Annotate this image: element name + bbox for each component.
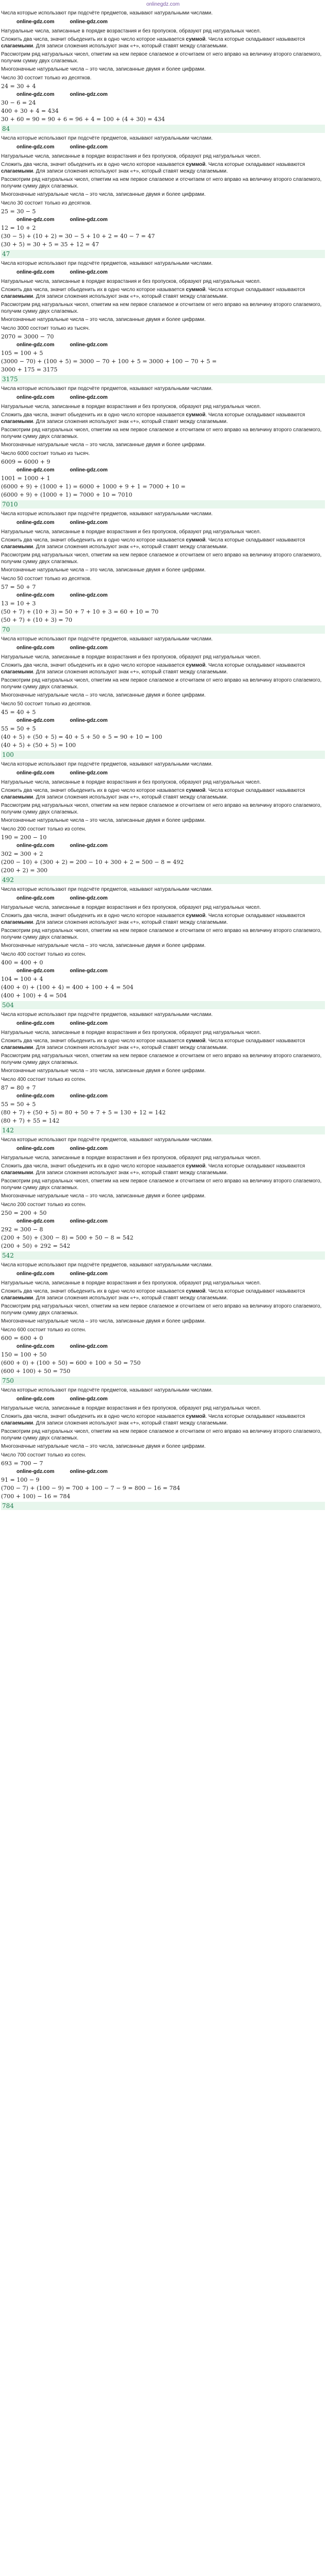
watermark: online-gdz.com xyxy=(17,1469,55,1475)
watermark: online-gdz.com xyxy=(17,342,55,348)
rule-ordered: Натуральные числа, записанные в порядке возрастания и без пропусков, образуют ряд натуральных чисел. xyxy=(1,1030,261,1036)
rule-multi: Многозначные натуральные числа – это числа, записанные двумя и более цифрами. xyxy=(1,567,206,573)
watermark: online-gdz.com xyxy=(70,770,108,776)
watermark-row xyxy=(1,519,325,527)
rule-sum xyxy=(1,537,325,550)
solution-line: 30 − 6 = 24 xyxy=(1,99,36,106)
watermark: online-gdz.com xyxy=(17,269,55,275)
watermark-row xyxy=(1,216,325,224)
rule-natural: Числа которые использают при подсчёте предметов, называют натуральными числами. xyxy=(1,761,213,767)
watermark: online-gdz.com xyxy=(17,1271,55,1277)
rule-sum-part: Сложить два числа, значит обьеденить их в одно число которое называется xyxy=(1,37,186,42)
rule-multi: Многозначные натуральные числа – это числа, записанные двумя и более цифрами. xyxy=(1,1444,206,1449)
rule-natural: Числа которые использают при подсчёте предметов, называют натуральными числами. xyxy=(1,10,213,16)
rule-natural: Числа которые использают при подсчёте предметов, называют натуральными числами. xyxy=(1,135,213,141)
solution-line: 302 = 300 + 2 xyxy=(1,851,43,857)
solution-line: (80 + 7) + (50 + 5) = 80 + 50 + 7 + 5 = 130 + 12 = 142 xyxy=(1,1109,166,1116)
solution-line: (40 + 5) + (50 + 5) = 100 xyxy=(1,742,76,749)
rule-sum-part: суммой xyxy=(186,1289,206,1294)
task-block xyxy=(1,260,325,383)
watermark: online-gdz.com xyxy=(17,395,55,400)
rule-sum-part: Сложить два числа, значит обьеденить их в одно число которое называется xyxy=(1,162,186,167)
watermark: online-gdz.com xyxy=(70,269,108,275)
watermark: online-gdz.com xyxy=(70,217,108,223)
rule-sum-part: суммой xyxy=(186,663,206,668)
solution-line: 91 = 100 − 9 xyxy=(1,1477,40,1483)
solution-line: 30 + 60 = 90 = 90 + 6 = 96 + 4 = 100 + (4 + 30) = 434 xyxy=(1,116,165,123)
watermark: online-gdz.com xyxy=(70,19,108,25)
rule-sum-part: . Числа которые складывают называются xyxy=(205,37,305,42)
watermark: online-gdz.com xyxy=(70,1396,108,1402)
watermark-row xyxy=(1,143,325,151)
watermark-row xyxy=(1,1468,325,1476)
watermark: online-gdz.com xyxy=(17,19,55,25)
rule-sum-part: . Числа которые складывают называются xyxy=(205,663,305,668)
watermark-row xyxy=(1,1092,325,1100)
solution-line: Число 400 состоит только из сотен. xyxy=(1,1077,87,1082)
answer-value: 7010 xyxy=(1,500,325,509)
watermark-row xyxy=(1,1217,325,1226)
rule-multi: Многозначные натуральные числа – это числа, записанные двумя и более цифрами. xyxy=(1,1193,206,1199)
task-block xyxy=(1,511,325,634)
rule-sum-part: слагаемыми xyxy=(1,544,34,550)
solution-line: (200 + 2) = 300 xyxy=(1,867,47,874)
solution-line: 693 = 700 − 7 xyxy=(1,1460,43,1467)
rule-sum-part: слагаемыми xyxy=(1,1295,34,1301)
rule-sum xyxy=(1,1413,325,1427)
solution-line: (200 + 50) + 292 = 542 xyxy=(1,1243,71,1249)
solution-line: (30 − 5) + (10 + 2) = 30 − 5 + 10 + 2 = 40 − 7 = 47 xyxy=(1,233,155,240)
rule-ordered: Натуральные числа, записанные в порядке возрастания и без пропусков, образуют ряд натуральных чисел. xyxy=(1,529,261,535)
rule-ordered: Натуральные числа, записанные в порядке возрастания и без пропусков, образуют ряд натуральных чисел. xyxy=(1,1280,261,1286)
rule-natural: Числа которые использают при подсчёте предметов, называют натуральными числами. xyxy=(1,887,213,892)
watermark-row xyxy=(1,91,325,99)
rule-series: Рассмотрим ряд натуральных чисел, отметим на нем первое слагаемое и отсчитаем от него вправо на величину второго слагаемого, получим сумму двух слагаемых. xyxy=(1,427,322,439)
answer-value: 3175 xyxy=(1,375,325,383)
rule-sum-part: . Для записи сложения используют знак «+», который ставят между слагаемыми. xyxy=(33,419,228,425)
rule-ordered: Натуральные числа, записанные в порядке возрастания и без пропусков, образуют ряд натуральных чисел. xyxy=(1,1155,261,1161)
answer-value: 47 xyxy=(1,250,325,258)
solution-line: 150 = 100 + 50 xyxy=(1,1351,47,1358)
watermark: online-gdz.com xyxy=(70,467,108,473)
solution-line: (400 + 0) + (100 + 4) = 400 + 100 + 4 = 504 xyxy=(1,984,134,991)
rule-sum-part: . Числа которые складывают называются xyxy=(205,1038,305,1044)
solution-line: Число 50 состоит только из десятков. xyxy=(1,701,92,707)
rule-sum-part: суммой xyxy=(186,162,206,167)
task-block xyxy=(1,1262,325,1385)
rule-sum-part: . Числа которые складывают называются xyxy=(205,1289,305,1294)
rule-natural: Числа которые использают при подсчёте предметов, называют натуральными числами. xyxy=(1,1262,213,1268)
rule-sum-part: суммой xyxy=(186,913,206,919)
solution-line: 400 = 400 + 0 xyxy=(1,959,43,966)
solution-line: 6009 = 6000 + 9 xyxy=(1,459,51,465)
rule-sum xyxy=(1,912,325,926)
solution-line: 600 = 600 + 0 xyxy=(1,1335,43,1342)
rule-sum-part: . Числа которые складывают называются xyxy=(205,913,305,919)
watermark: online-gdz.com xyxy=(17,843,55,849)
watermark: online-gdz.com xyxy=(17,144,55,150)
rule-series: Рассмотрим ряд натуральных чисел, отметим на нем первое слагаемое и отсчитаем от него вправо на величину второго слагаемого, получим сумму двух слагаемых. xyxy=(1,677,322,690)
rule-series: Рассмотрим ряд натуральных чисел, отметим на нем первое слагаемое и отсчитаем от него вправо на величину второго слагаемого, получим сумму двух слагаемых. xyxy=(1,1303,322,1316)
rule-sum-part: . Числа которые складывают называются xyxy=(205,537,305,543)
solution-line: (6000 + 9) + (1000 + 1) = 7000 + 10 = 7010 xyxy=(1,492,133,498)
rule-sum-part: слагаемыми xyxy=(1,168,34,174)
watermark: online-gdz.com xyxy=(70,1469,108,1475)
rule-ordered: Натуральные числа, записанные в порядке возрастания и без пропусков, образуют ряд натуральных чисел. xyxy=(1,654,261,660)
watermark-row xyxy=(1,717,325,725)
solution-line: Число 200 состоит только из сотен. xyxy=(1,1202,87,1208)
watermark: online-gdz.com xyxy=(17,1146,55,1151)
rule-series: Рассмотрим ряд натуральных чисел, отметим на нем первое слагаемое и отсчитаем от него вправо на величину второго слагаемого, получим сумму двух слагаемых. xyxy=(1,552,322,565)
watermark: online-gdz.com xyxy=(70,1093,108,1099)
rule-sum-part: . Числа которые складывают называются xyxy=(205,788,305,793)
solution-line: (700 − 7) + (100 − 9) = 700 + 100 − 7 − 9 = 800 − 16 = 784 xyxy=(1,1485,181,1492)
rule-sum-part: . Для записи сложения используют знак «+», который ставят между слагаемыми. xyxy=(33,294,228,299)
watermark: online-gdz.com xyxy=(17,592,55,598)
rule-sum xyxy=(1,286,325,300)
watermark: online-gdz.com xyxy=(17,1021,55,1026)
watermark: online-gdz.com xyxy=(70,1344,108,1349)
watermark: online-gdz.com xyxy=(70,843,108,849)
rule-sum-part: . Для записи сложения используют знак «+», который ставят между слагаемыми. xyxy=(33,1295,228,1301)
answer-value: 142 xyxy=(1,1126,325,1134)
rule-sum-part: слагаемыми xyxy=(1,1045,34,1050)
watermark: online-gdz.com xyxy=(17,92,55,97)
rule-ordered: Натуральные числа, записанные в порядке возрастания и без пропусков, образуют ряд натуральных чисел. xyxy=(1,279,261,284)
watermark-row xyxy=(1,341,325,349)
rule-series: Рассмотрим ряд натуральных чисел, отметим на нем первое слагаемое и отсчитаем от него вправо на величину второго слагаемого, получим сумму двух слагаемых. xyxy=(1,1429,322,1441)
solution-line: Число 30 состоит только из десятков. xyxy=(1,200,92,206)
rule-ordered: Натуральные числа, записанные в порядке возрастания и без пропусков, образуют ряд натуральных чисел. xyxy=(1,28,261,34)
watermark: online-gdz.com xyxy=(70,520,108,526)
rule-sum-part: суммой xyxy=(186,1163,206,1169)
solution-line: Число 3000 состоит только из тысяч. xyxy=(1,326,90,331)
task-block xyxy=(1,886,325,1009)
solution-line: 55 = 50 + 5 xyxy=(1,725,36,732)
rule-sum-part: . Для записи сложения используют знак «+», который ставят между слагаемыми. xyxy=(33,1420,228,1426)
rule-sum-part: Сложить два числа, значит обьеденить их в одно число которое называется xyxy=(1,412,186,418)
watermark-row xyxy=(1,268,325,277)
rule-sum-part: Сложить два числа, значит обьеденить их в одно число которое называется xyxy=(1,663,186,668)
watermark: online-gdz.com xyxy=(17,645,55,651)
task-block xyxy=(1,1011,325,1134)
rule-sum-part: . Числа которые складывают называются xyxy=(205,412,305,418)
rule-sum-part: слагаемыми xyxy=(1,294,34,299)
watermark: online-gdz.com xyxy=(70,342,108,348)
answer-value: 784 xyxy=(1,1502,325,1510)
watermark: online-gdz.com xyxy=(70,645,108,651)
rule-ordered: Натуральные числа, записанные в порядке возрастания и без пропусков, образуют ряд натуральных чисел. xyxy=(1,404,261,410)
rule-sum xyxy=(1,1038,325,1051)
solution-line: 292 = 300 − 8 xyxy=(1,1226,43,1233)
solution-line: 12 = 10 + 2 xyxy=(1,225,36,231)
answer-value: 70 xyxy=(1,625,325,634)
rule-sum-part: . Для записи сложения используют знак «+», который ставят между слагаемыми. xyxy=(33,43,228,49)
rule-sum-part: Сложить два числа, значит обьеденить их в одно число которое называется xyxy=(1,1163,186,1169)
solution-line: 55 = 50 + 5 xyxy=(1,1101,36,1108)
solution-line: (6000 + 9) + (1000 + 1) = 6000 + 1000 + 9 + 1 = 7000 + 10 = xyxy=(1,483,186,490)
solution-line: 1001 = 1000 + 1 xyxy=(1,475,51,482)
watermark-row xyxy=(1,1343,325,1351)
answer-value: 750 xyxy=(1,1377,325,1385)
task-block xyxy=(1,1137,325,1260)
rule-natural: Числа которые использают при подсчёте предметов, называют натуральными числами. xyxy=(1,386,213,392)
tasks-container xyxy=(1,10,325,1510)
rule-sum-part: . Для записи сложения используют знак «+», который ставят между слагаемыми. xyxy=(33,794,228,800)
rule-ordered: Натуральные числа, записанные в порядке возрастания и без пропусков, образуют ряд натуральных чисел. xyxy=(1,779,261,785)
task-block xyxy=(1,135,325,258)
solution-line: 25 = 30 − 5 xyxy=(1,208,36,215)
solution-line: Число 50 состоит только из десятков. xyxy=(1,576,92,582)
watermark-row xyxy=(1,1395,325,1403)
rule-multi: Многозначные натуральные числа – это числа, записанные двумя и более цифрами. xyxy=(1,818,206,823)
solution-line: 24 = 30 + 4 xyxy=(1,83,36,90)
rule-sum-part: . Числа которые складывают называются xyxy=(205,162,305,167)
rule-sum-part: слагаемыми xyxy=(1,794,34,800)
site-link[interactable]: onlinegdz.com xyxy=(146,2,180,7)
rule-sum xyxy=(1,161,325,175)
rule-sum xyxy=(1,1288,325,1301)
rule-series: Рассмотрим ряд натуральных чисел, отметим на нем первое слагаемое и отсчитаем от него вправо на величину второго слагаемого, получим сумму двух слагаемых. xyxy=(1,302,322,314)
rule-natural: Числа которые использают при подсчёте предметов, называют натуральными числами. xyxy=(1,1387,213,1393)
answer-value: 84 xyxy=(1,125,325,133)
solution-line: Число 400 состоит только из сотен. xyxy=(1,952,87,957)
rule-sum-part: слагаемыми xyxy=(1,669,34,675)
rule-sum xyxy=(1,1163,325,1176)
rule-sum-part: . Для записи сложения используют знак «+», который ставят между слагаемыми. xyxy=(33,1170,228,1176)
watermark: online-gdz.com xyxy=(70,895,108,901)
answer-value: 100 xyxy=(1,751,325,759)
watermark: online-gdz.com xyxy=(17,217,55,223)
rule-sum-part: Сложить два числа, значит обьеденить их в одно число которое называется xyxy=(1,1038,186,1044)
rule-sum-part: слагаемыми xyxy=(1,43,34,49)
solution-line: (700 + 100) − 16 = 784 xyxy=(1,1493,71,1500)
watermark: online-gdz.com xyxy=(70,395,108,400)
solution-line: 250 = 200 + 50 xyxy=(1,1210,47,1216)
solution-line: (50 + 7) + (10 + 3) = 50 + 7 + 10 + 3 = 60 + 10 = 70 xyxy=(1,608,159,615)
watermark: online-gdz.com xyxy=(70,1218,108,1224)
rule-ordered: Натуральные числа, записанные в порядке возрастания и без пропусков, образуют ряд натуральных чисел. xyxy=(1,154,261,159)
rule-sum-part: суммой xyxy=(186,788,206,793)
rule-series: Рассмотрим ряд натуральных чисел, отметим на нем первое слагаемое и отсчитаем от него вправо на величину второго слагаемого, получим сумму двух слагаемых. xyxy=(1,803,322,815)
watermark-row xyxy=(1,967,325,975)
rule-multi: Многозначные натуральные числа – это числа, записанные двумя и более цифрами. xyxy=(1,442,206,448)
rule-sum-part: Сложить два числа, значит обьеденить их в одно число которое называется xyxy=(1,1289,186,1294)
rule-sum-part: суммой xyxy=(186,287,206,293)
watermark-row xyxy=(1,591,325,600)
task-block xyxy=(1,385,325,509)
solution-line: Число 30 состоит только из десятков. xyxy=(1,75,92,81)
rule-sum-part: суммой xyxy=(186,1414,206,1419)
solution-line: 87 = 80 + 7 xyxy=(1,1084,36,1091)
solution-line: 400 + 30 + 4 = 434 xyxy=(1,108,59,114)
rule-sum-part: Сложить два числа, значит обьеденить их в одно число которое называется xyxy=(1,537,186,543)
answer-value: 542 xyxy=(1,1251,325,1260)
rule-sum xyxy=(1,662,325,675)
solution-line: (40 + 5) + (50 + 5) = 40 + 5 + 50 + 5 = 90 + 10 = 100 xyxy=(1,734,162,740)
solution-line: (200 − 10) + (300 + 2) = 200 − 10 + 300 + 2 = 500 − 8 = 492 xyxy=(1,859,184,866)
solution-line: (50 + 7) + (10 + 3) = 70 xyxy=(1,617,72,623)
solution-line: 105 = 100 + 5 xyxy=(1,350,43,357)
task-block xyxy=(1,10,325,133)
watermark: online-gdz.com xyxy=(70,144,108,150)
watermark-row xyxy=(1,1020,325,1028)
rule-multi: Многозначные натуральные числа – это числа, записанные двумя и более цифрами. xyxy=(1,692,206,698)
rule-sum-part: . Для записи сложения используют знак «+», который ставят между слагаемыми. xyxy=(33,920,228,925)
rule-sum-part: слагаемыми xyxy=(1,1420,34,1426)
watermark: online-gdz.com xyxy=(17,718,55,723)
answer-value: 504 xyxy=(1,1001,325,1009)
rule-series: Рассмотрим ряд натуральных чисел, отметим на нем первое слагаемое и отсчитаем от него вправо на величину второго слагаемого, получим сумму двух слагаемых. xyxy=(1,52,322,64)
solution-line: 190 = 200 − 10 xyxy=(1,834,47,841)
watermark: online-gdz.com xyxy=(70,1271,108,1277)
task-block xyxy=(1,761,325,884)
watermark-row xyxy=(1,18,325,26)
solution-line: 2070 = 3000 − 70 xyxy=(1,333,54,340)
watermark-row xyxy=(1,894,325,903)
rule-sum-part: Сложить два числа, значит обьеденить их в одно число которое называется xyxy=(1,913,186,919)
watermark: online-gdz.com xyxy=(17,968,55,974)
solution-line: 13 = 10 + 3 xyxy=(1,600,36,607)
rule-natural: Числа которые использают при подсчёте предметов, называют натуральными числами. xyxy=(1,636,213,642)
task-block xyxy=(1,1387,325,1510)
solution-line: (80 + 7) + 55 = 142 xyxy=(1,1117,60,1124)
rule-sum-part: . Числа которые складывают называются xyxy=(205,1163,305,1169)
watermark: online-gdz.com xyxy=(17,1218,55,1224)
rule-sum-part: . Для записи сложения используют знак «+», который ставят между слагаемыми. xyxy=(33,544,228,550)
rule-natural: Числа которые использают при подсчёте предметов, называют натуральными числами. xyxy=(1,511,213,517)
rule-sum-part: суммой xyxy=(186,37,206,42)
solution-line: Число 600 состоит только из сотен. xyxy=(1,1327,87,1333)
rule-sum-part: Сложить два числа, значит обьеденить их в одно число которое называется xyxy=(1,287,186,293)
rule-sum xyxy=(1,36,325,49)
solution-line: Число 700 состоит только из сотен. xyxy=(1,1452,87,1458)
rule-sum-part: слагаемыми xyxy=(1,419,34,425)
answer-value: 492 xyxy=(1,876,325,884)
solution-line: 57 = 50 + 7 xyxy=(1,584,36,590)
rule-series: Рассмотрим ряд натуральных чисел, отметим на нем первое слагаемое и отсчитаем от него вправо на величину второго слагаемого, получим сумму двух слагаемых. xyxy=(1,177,322,189)
rule-sum-part: Сложить два числа, значит обьеденить их в одно число которое называется xyxy=(1,1414,186,1419)
solution-line: (3000 − 70) + (100 + 5) = 3000 − 70 + 100 + 5 = 3000 + 100 − 70 + 5 = xyxy=(1,358,217,365)
rule-series: Рассмотрим ряд натуральных чисел, отметим на нем первое слагаемое и отсчитаем от него вправо на величину второго слагаемого, получим сумму двух слагаемых. xyxy=(1,1178,322,1191)
watermark: online-gdz.com xyxy=(70,592,108,598)
rule-sum-part: суммой xyxy=(186,412,206,418)
watermark-row xyxy=(1,769,325,777)
watermark: online-gdz.com xyxy=(17,467,55,473)
rule-sum-part: слагаемыми xyxy=(1,920,34,925)
watermark-row xyxy=(1,644,325,652)
watermark: online-gdz.com xyxy=(17,520,55,526)
rule-sum xyxy=(1,412,325,425)
rule-sum-part: . Для записи сложения используют знак «+», который ставят между слагаемыми. xyxy=(33,1045,228,1050)
rule-multi: Многозначные натуральные числа – это числа, записанные двумя и более цифрами. xyxy=(1,1318,206,1324)
rule-multi: Многозначные натуральные числа – это числа, записанные двумя и более цифрами. xyxy=(1,1068,206,1074)
rule-natural: Числа которые использают при подсчёте предметов, называют натуральными числами. xyxy=(1,1012,213,1018)
rule-natural: Числа которые использают при подсчёте предметов, называют натуральными числами. xyxy=(1,261,213,266)
rule-sum-part: суммой xyxy=(186,1038,206,1044)
rule-series: Рассмотрим ряд натуральных чисел, отметим на нем первое слагаемое и отсчитаем от него вправо на величину второго слагаемого, получим сумму двух слагаемых. xyxy=(1,928,322,940)
rule-sum-part: слагаемыми xyxy=(1,1170,34,1176)
solution-line: 104 = 100 + 4 xyxy=(1,976,43,982)
solution-line: (200 + 50) + (300 − 8) = 500 + 50 − 8 = 542 xyxy=(1,1234,134,1241)
solution-line: 3000 + 175 = 3175 xyxy=(1,366,58,373)
watermark: online-gdz.com xyxy=(17,1093,55,1099)
rule-sum xyxy=(1,787,325,801)
watermark-row xyxy=(1,1270,325,1278)
watermark-row xyxy=(1,394,325,402)
rule-multi: Многозначные натуральные числа – это числа, записанные двумя и более цифрами. xyxy=(1,66,206,72)
solution-line: (400 + 100) + 4 = 504 xyxy=(1,992,67,999)
rule-multi: Многозначные натуральные числа – это числа, записанные двумя и более цифрами. xyxy=(1,317,206,323)
task-block xyxy=(1,636,325,759)
watermark: online-gdz.com xyxy=(70,1021,108,1026)
rule-ordered: Натуральные числа, записанные в порядке возрастания и без пропусков, образуют ряд натуральных чисел. xyxy=(1,1405,261,1411)
watermark-row xyxy=(1,466,325,474)
watermark: online-gdz.com xyxy=(17,1344,55,1349)
rule-multi: Многозначные натуральные числа – это числа, записанные двумя и более цифрами. xyxy=(1,943,206,948)
solution-line: Число 200 состоит только из сотен. xyxy=(1,826,87,832)
solution-line: (600 + 100) + 50 = 750 xyxy=(1,1368,71,1375)
watermark: online-gdz.com xyxy=(70,718,108,723)
watermark-row xyxy=(1,842,325,850)
solution-line: (600 + 0) + (100 + 50) = 600 + 100 + 50 = 750 xyxy=(1,1360,141,1366)
rule-multi: Многозначные натуральные числа – это числа, записанные двумя и более цифрами. xyxy=(1,192,206,197)
rule-ordered: Натуральные числа, записанные в порядке возрастания и без пропусков, образуют ряд натуральных чисел. xyxy=(1,905,261,910)
rule-sum-part: . Числа которые складывают называются xyxy=(205,1414,305,1419)
solution-line: (30 + 5) = 30 + 5 = 35 + 12 = 47 xyxy=(1,241,99,248)
rule-series: Рассмотрим ряд натуральных чисел, отметим на нем первое слагаемое и отсчитаем от него вправо на величину второго слагаемого, получим сумму двух слагаемых. xyxy=(1,1053,322,1065)
watermark: online-gdz.com xyxy=(17,1396,55,1402)
watermark: online-gdz.com xyxy=(70,1146,108,1151)
watermark: online-gdz.com xyxy=(70,968,108,974)
rule-sum-part: суммой xyxy=(186,537,206,543)
rule-sum-part: . Для записи сложения используют знак «+», который ставят между слагаемыми. xyxy=(33,669,228,675)
watermark: online-gdz.com xyxy=(70,92,108,97)
watermark: online-gdz.com xyxy=(17,895,55,901)
solution-line: 45 = 40 + 5 xyxy=(1,709,36,716)
rule-sum-part: Сложить два числа, значит обьеденить их в одно число которое называется xyxy=(1,788,186,793)
watermark: online-gdz.com xyxy=(17,770,55,776)
watermark-row xyxy=(1,1145,325,1153)
rule-sum-part: . Числа которые складывают называются xyxy=(205,287,305,293)
rule-sum-part: . Для записи сложения используют знак «+», который ставят между слагаемыми. xyxy=(33,168,228,174)
rule-natural: Числа которые использают при подсчёте предметов, называют натуральными числами. xyxy=(1,1137,213,1143)
solution-line: Число 6000 состоит только из тысяч. xyxy=(1,451,90,456)
